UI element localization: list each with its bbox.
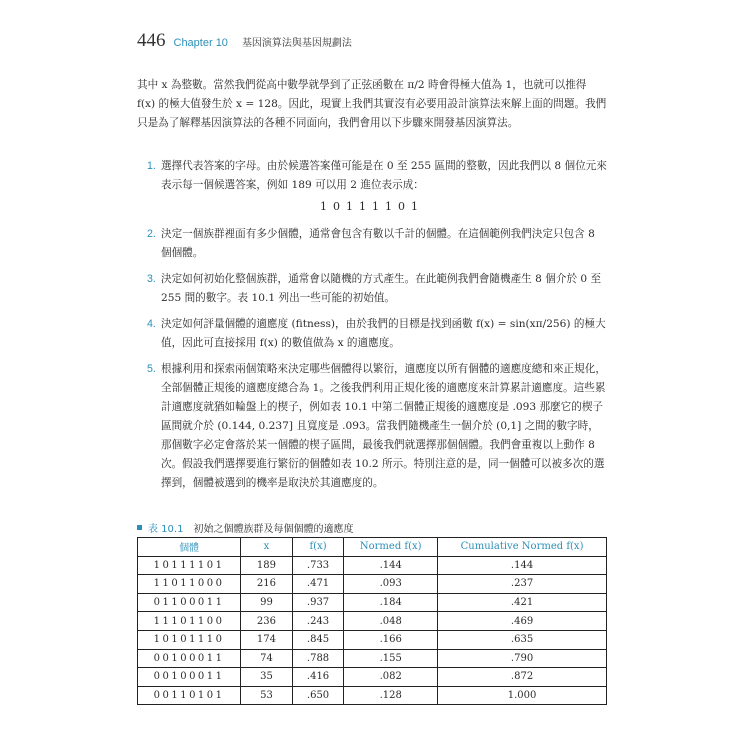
table-cell: .144: [344, 556, 438, 575]
table-cell: 00110101: [138, 686, 241, 705]
table-cell: 53: [241, 686, 293, 705]
table-cell: 236: [241, 612, 293, 631]
column-header: f(x): [292, 538, 344, 557]
table-row: [138, 593, 607, 612]
step-item-5: [147, 360, 607, 493]
table-cell: .093: [344, 575, 438, 594]
table-header-row: [138, 538, 607, 557]
chapter-label: Chapter 10: [173, 37, 228, 49]
table-cell: .048: [344, 612, 438, 631]
table-cell: .155: [344, 649, 438, 668]
table-cell: .469: [438, 612, 607, 631]
step-number: 5.: [147, 363, 156, 375]
table-cell: 00100011: [138, 668, 241, 687]
table-cell: 189: [241, 556, 293, 575]
table-cell: 174: [241, 630, 293, 649]
table-cell: .166: [344, 630, 438, 649]
table-cell: .937: [292, 593, 344, 612]
fitness-table: [137, 537, 607, 705]
table-row: [138, 612, 607, 631]
table-cell: 11101100: [138, 612, 241, 631]
step-number: 2.: [147, 228, 156, 240]
chapter-title: 基因演算法與基因規劃法: [241, 38, 352, 49]
table-cell: .788: [292, 649, 344, 668]
table-row: [138, 630, 607, 649]
table-cell: .650: [292, 686, 344, 705]
table-cell: .845: [292, 630, 344, 649]
table-cell: .082: [344, 668, 438, 687]
step-item-2: [147, 225, 607, 263]
table-cell: .184: [344, 593, 438, 612]
table-cell: 216: [241, 575, 293, 594]
table-cell: 10111101: [138, 556, 241, 575]
column-header: x: [241, 538, 293, 557]
column-header: Cumulative Normed f(x): [438, 538, 607, 557]
table-cell: 00100011: [138, 649, 241, 668]
table-cell: 11011000: [138, 575, 241, 594]
step-number: 1.: [147, 160, 156, 172]
table-cell: .237: [438, 575, 607, 594]
table-cell: .416: [292, 668, 344, 687]
table-cell: 99: [241, 593, 293, 612]
table-row: [138, 686, 607, 705]
table-cell: 74: [241, 649, 293, 668]
step-item-3: [147, 270, 607, 308]
caption-bullet-icon: [137, 525, 142, 530]
table-cell: .790: [438, 649, 607, 668]
step-number: 3.: [147, 273, 156, 285]
table-cell: .243: [292, 612, 344, 631]
table-cell: .635: [438, 630, 607, 649]
binary-example: 10111101: [320, 200, 424, 213]
table-row: [138, 575, 607, 594]
table-row: [138, 649, 607, 668]
table-cell: 1.000: [438, 686, 607, 705]
step-text: 決定如何初始化整個族群，通常會以隨機的方式產生。在此範例我們會隨機產生 8 個介於 0 至 255 間的數字。表 10.1 列出一些可能的初始值。: [161, 273, 602, 304]
page-header: [137, 30, 710, 60]
page-number: 446: [137, 30, 166, 51]
step-item-1: [147, 157, 607, 195]
table-cell: 35: [241, 668, 293, 687]
table-title: 初始之個體族群及每個個體的適應度: [193, 524, 354, 535]
table-cell: .471: [292, 575, 344, 594]
table-label: 表 10.1: [148, 524, 184, 535]
table-cell: .128: [344, 686, 438, 705]
table-cell: .144: [438, 556, 607, 575]
table-cell: .872: [438, 668, 607, 687]
step-text: 決定如何評量個體的適應度 (fitness)，由於我們的目標是找到函數 f(x) = sin(xπ/256) 的極大值，因此可直接採用 f(x) 的數值做為 x 的適應度。: [161, 318, 606, 349]
table-cell: 10101110: [138, 630, 241, 649]
table-cell: 01100011: [138, 593, 241, 612]
table-cell: .421: [438, 593, 607, 612]
step-text: 根據利用和探索兩個策略來決定哪些個體得以繁衍，適應度以所有個體的適應度總和來正規化，全部個體正規後的適應度總合為 1。之後我們利用正規化後的適應度來計算累計適應度。這些累計適應度就猶如輪盤上的楔子，例如表 10.1 中第二個體正規後的適應度是 .093 那麼它的楔子區間就介於 (0.144, 0.237] 且寬度是 .093。當我們隨機產生一個介於 (0,1] 之間的數字時，那個數字必定會落於某一個體的楔子區間，最後我們就選擇那個個體。我們會重複以上動作 8 次。假設我們選擇要進行繁衍的個體如表 10.2 所示。特別注意的是，同一個體可以被多次的選擇到，個體被選到的機率是取決於其適應度的。: [161, 363, 606, 489]
table-caption: [137, 520, 607, 535]
table-row: [138, 668, 607, 687]
column-header: Normed f(x): [344, 538, 438, 557]
step-item-4: [147, 315, 607, 353]
table-row: [138, 556, 607, 575]
column-header: 個體: [138, 538, 241, 557]
step-text: 決定一個族群裡面有多少個體，通常會包含有數以千計的個體。在這個範例我們決定只包含 8 個個體。: [161, 228, 595, 259]
intro-paragraph: 其中 x 為整數。當然我們從高中數學就學到了正弦函數在 π/2 時會得極大值為 1，也就可以推得 f(x) 的極大值發生於 x = 128。因此，現實上我們其實沒有必要用設計演算法來解上面的問題。我們只是為了解釋基因演算法的各種不同面向，我們會用以下步驟來開發基因演算法。: [137, 79, 607, 129]
step-number: 4.: [147, 318, 156, 330]
table-cell: .733: [292, 556, 344, 575]
step-text: 選擇代表答案的字母。由於候選答案僅可能是在 0 至 255 區間的整數，因此我們以 8 個位元來表示每一個候選答案，例如 189 可以用 2 進位表示成：: [161, 160, 607, 191]
